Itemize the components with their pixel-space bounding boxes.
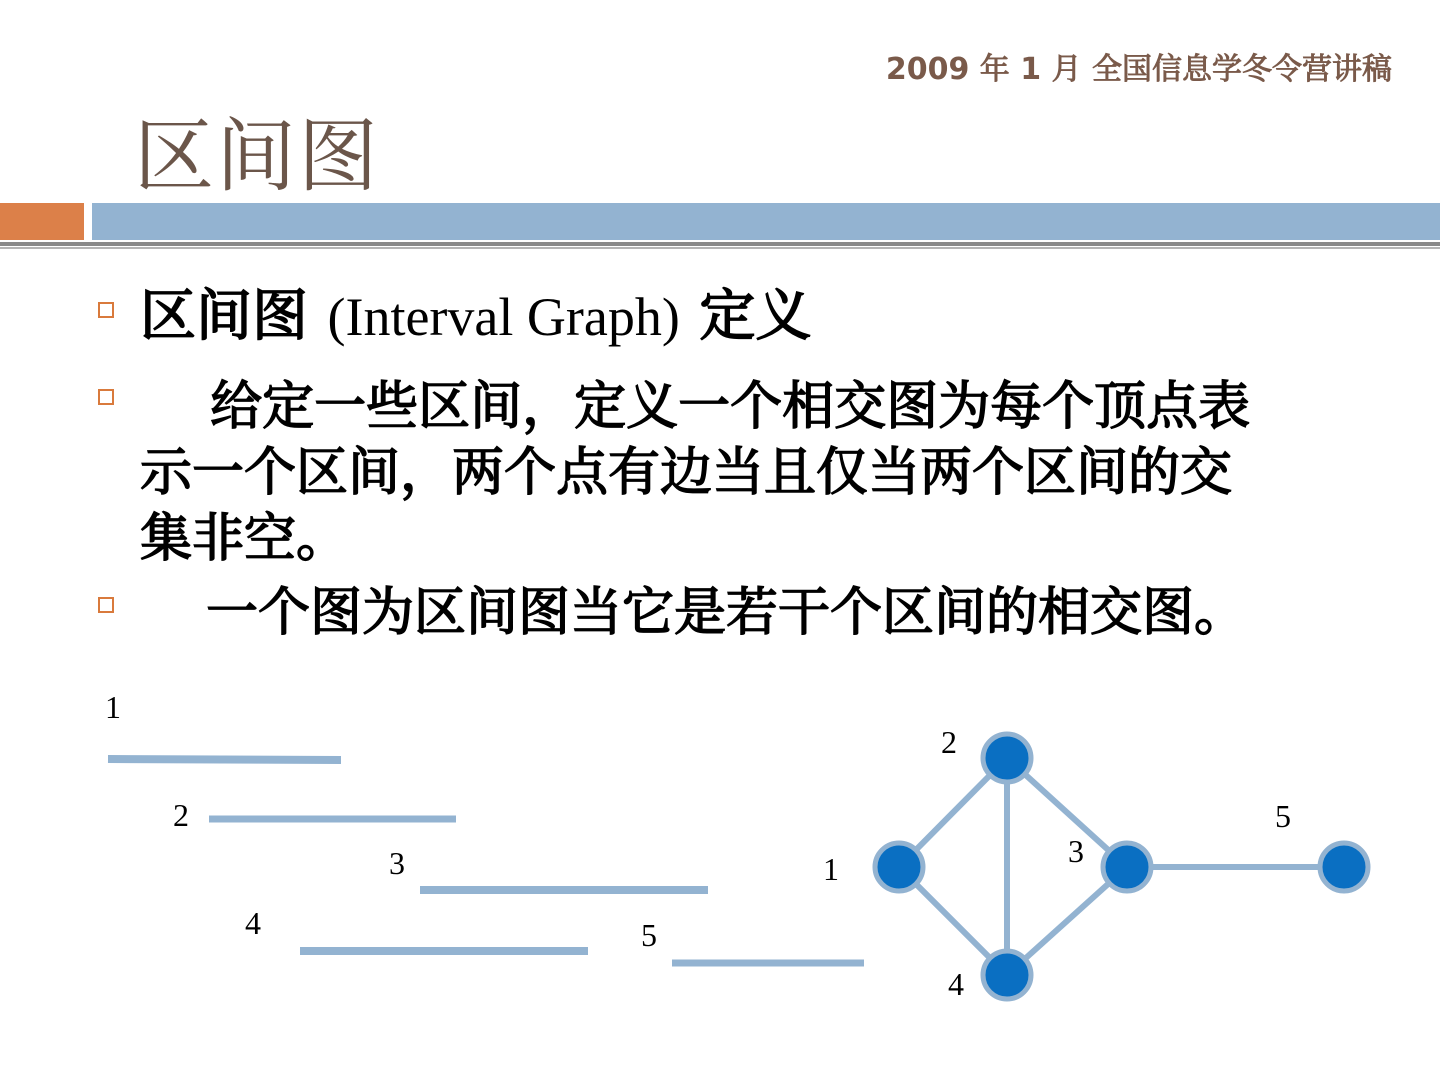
bullet-heading-cn-end: 定义 (699, 284, 812, 349)
interval-5-label: 5 (641, 917, 657, 953)
node-1 (875, 843, 923, 891)
interval-3-label: 3 (389, 845, 405, 881)
node-4-label: 4 (948, 966, 964, 1002)
interval-1-label: 1 (105, 689, 121, 725)
node-1-label: 1 (823, 851, 839, 887)
node-3 (1103, 843, 1151, 891)
interval-4-label: 4 (245, 905, 261, 941)
node-3-label: 3 (1068, 833, 1084, 869)
node-5-label: 5 (1275, 798, 1291, 834)
node-2-label: 2 (941, 724, 957, 760)
node-5 (1320, 843, 1368, 891)
bullet-line: 示一个区间，两个点有边当且仅当两个区间的交 (140, 443, 1233, 503)
interval-2-label: 2 (173, 797, 189, 833)
bullet-heading-en: (Interval Graph) (327, 287, 680, 347)
interval-1-line (108, 759, 341, 760)
node-2 (983, 734, 1031, 782)
bullet-statement: 一个图为区间图当它是若干个区间的相交图。 (206, 583, 1247, 643)
header-note: 2009 年 1 月 全国信息学冬令营讲稿 (885, 52, 1392, 87)
bullet-line: 集非空。 (140, 509, 349, 569)
slide-title: 区间图 (134, 110, 380, 203)
bullet-heading-cn: 区间图 (140, 284, 308, 349)
node-4 (983, 951, 1031, 999)
bullet-line: 给定一些区间，定义一个相交图为每个顶点表 (140, 377, 1251, 437)
interval-lines (108, 759, 864, 963)
